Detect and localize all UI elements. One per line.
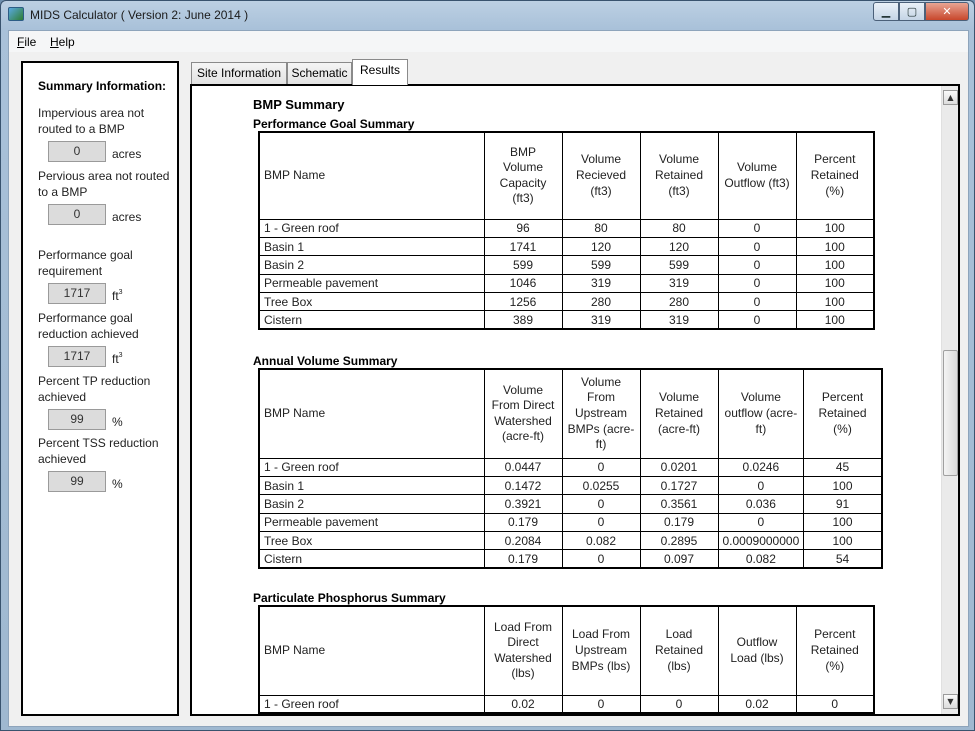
header-cell: Volume From Direct Watershed (acre-ft): [484, 369, 562, 458]
value-cell: 0.082: [718, 550, 804, 568]
bmp-name-cell: Cistern: [259, 311, 484, 329]
bmp-name-cell: 1 - Green roof: [259, 695, 484, 713]
value-cell: 100: [796, 293, 874, 311]
value-cell: 0.0255: [562, 476, 640, 494]
value-cell: 100: [796, 256, 874, 274]
table-row: [259, 513, 882, 531]
impervious-value: 0: [48, 141, 106, 162]
value-cell: 45: [804, 458, 882, 476]
value-cell: 100: [796, 219, 874, 237]
bmp-name-cell: Basin 2: [259, 256, 484, 274]
value-cell: 319: [640, 274, 718, 292]
window-title: MIDS Calculator ( Version 2: June 2014 ): [30, 8, 249, 22]
bmp-name-cell: Tree Box: [259, 532, 484, 550]
scroll-thumb[interactable]: [943, 350, 958, 476]
value-cell: 0: [562, 513, 640, 531]
value-cell: 100: [804, 532, 882, 550]
value-cell: 0.3561: [640, 495, 718, 513]
value-cell: 0: [718, 256, 796, 274]
value-cell: 280: [640, 293, 718, 311]
value-cell: 0: [718, 513, 804, 531]
table-row: [259, 219, 874, 237]
minimize-button[interactable]: ▁: [873, 2, 899, 21]
scroll-down-icon[interactable]: ▼: [943, 694, 958, 709]
perf-req-value: 1717: [48, 283, 106, 304]
value-cell: 1046: [484, 274, 562, 292]
header-cell: Load From Direct Watershed (lbs): [484, 606, 562, 695]
perf-req-unit: [112, 289, 123, 303]
value-cell: 54: [804, 550, 882, 568]
app-icon: [8, 7, 24, 21]
header-cell: BMP Volume Capacity (ft3): [484, 132, 562, 219]
value-cell: 80: [640, 219, 718, 237]
annual-volume-table: [258, 368, 883, 569]
table-row: [259, 550, 882, 568]
table-row: [259, 476, 882, 494]
bmp-name-cell: Basin 1: [259, 237, 484, 255]
perf-ach-unit-exp: 3: [118, 352, 123, 359]
impervious-label: Impervious area not routed to a BMP: [38, 106, 145, 136]
value-cell: 0: [796, 695, 874, 713]
bmp-name-cell: Basin 1: [259, 476, 484, 494]
value-cell: 0.02: [484, 695, 562, 713]
tp-label: Percent TP reduction achieved: [38, 374, 151, 404]
value-cell: 389: [484, 311, 562, 329]
menu-file[interactable]: [17, 35, 36, 49]
value-cell: 319: [640, 311, 718, 329]
header-cell: Percent Retained (%): [796, 606, 874, 695]
value-cell: 0.082: [562, 532, 640, 550]
summary-title: Summary Information:: [38, 79, 167, 93]
menu-file-label: ile: [24, 35, 37, 49]
value-cell: 1741: [484, 237, 562, 255]
bmp-name-cell: Tree Box: [259, 293, 484, 311]
scroll-up-icon[interactable]: ▲: [943, 90, 958, 105]
table-row: [259, 311, 874, 329]
perf-req-label: Performance goal requirement: [38, 248, 133, 278]
tss-label: Percent TSS reduction achieved: [38, 436, 159, 466]
value-cell: 0.1727: [640, 476, 718, 494]
header-cell: Outflow Load (lbs): [718, 606, 796, 695]
table-row: [259, 532, 882, 550]
table-header-row: [259, 132, 874, 219]
header-cell: Volume Recieved (ft3): [562, 132, 640, 219]
menu-file-accel: F: [17, 35, 25, 49]
pervious-label: Pervious area not routed to a BMP: [38, 169, 170, 199]
results-panel: [190, 84, 960, 716]
summary-panel: [21, 61, 179, 716]
value-cell: 120: [640, 237, 718, 255]
value-cell: 0: [718, 311, 796, 329]
phosphorus-title: Particulate Phosphorus Summary: [253, 591, 446, 605]
value-cell: 0.0246: [718, 458, 804, 476]
header-cell: Percent Retained (%): [804, 369, 882, 458]
title-bar[interactable]: [1, 1, 974, 29]
value-cell: 0: [562, 695, 640, 713]
table-header-row: [259, 606, 874, 695]
value-cell: 319: [562, 274, 640, 292]
value-cell: 0: [718, 293, 796, 311]
value-cell: 100: [796, 237, 874, 255]
header-cell: Volume Retained (acre-ft): [640, 369, 718, 458]
value-cell: 0.02: [718, 695, 796, 713]
value-cell: 0.0447: [484, 458, 562, 476]
tss-value: 99: [48, 471, 106, 492]
table-row: [259, 458, 882, 476]
bmp-name-cell: Permeable pavement: [259, 274, 484, 292]
value-cell: 599: [484, 256, 562, 274]
tp-unit: %: [112, 415, 123, 429]
bmp-name-cell: Cistern: [259, 550, 484, 568]
value-cell: 0: [562, 495, 640, 513]
table-row: [259, 293, 874, 311]
header-cell: Percent Retained (%): [796, 132, 874, 219]
value-cell: 0.179: [484, 550, 562, 568]
value-cell: 96: [484, 219, 562, 237]
bmp-name-cell: 1 - Green roof: [259, 458, 484, 476]
value-cell: 0.0201: [640, 458, 718, 476]
value-cell: 0: [718, 476, 804, 494]
value-cell: 0: [718, 219, 796, 237]
value-cell: 280: [562, 293, 640, 311]
value-cell: 100: [796, 311, 874, 329]
tp-value: 99: [48, 409, 106, 430]
value-cell: 0.036: [718, 495, 804, 513]
value-cell: 0: [718, 274, 796, 292]
table-row: [259, 695, 874, 713]
value-cell: 0.1472: [484, 476, 562, 494]
header-cell: BMP Name: [259, 369, 484, 458]
value-cell: 0.179: [484, 513, 562, 531]
annual-volume-title: Annual Volume Summary: [253, 354, 398, 368]
menu-help-accel: H: [50, 35, 59, 49]
header-cell: Volume From Upstream BMPs (acre-ft): [562, 369, 640, 458]
tab-results[interactable]: Results: [352, 59, 408, 85]
client-area: [8, 30, 969, 727]
tab-schematic[interactable]: Schematic: [287, 62, 352, 84]
perf-req-unit-ft: ft: [112, 289, 119, 303]
value-cell: 0.0009000000: [718, 532, 804, 550]
header-cell: BMP Name: [259, 132, 484, 219]
vertical-scrollbar[interactable]: [941, 86, 958, 714]
perf-ach-label: Performance goal reduction achieved: [38, 311, 139, 341]
menu-help[interactable]: [50, 35, 75, 49]
perf-ach-value: 1717: [48, 346, 106, 367]
table-row: [259, 274, 874, 292]
value-cell: 0.097: [640, 550, 718, 568]
perf-ach-unit: [112, 352, 123, 366]
pervious-value: 0: [48, 204, 106, 225]
table-row: [259, 237, 874, 255]
value-cell: 100: [804, 476, 882, 494]
maximize-button[interactable]: ▢: [899, 2, 925, 21]
bmp-name-cell: 1 - Green roof: [259, 219, 484, 237]
table-header-row: [259, 369, 882, 458]
header-cell: Volume Outflow (ft3): [718, 132, 796, 219]
bmp-summary-heading: BMP Summary: [253, 97, 345, 112]
impervious-unit: acres: [112, 147, 142, 161]
value-cell: 0: [640, 695, 718, 713]
value-cell: 0.3921: [484, 495, 562, 513]
performance-goal-table: [258, 131, 875, 330]
header-cell: Load From Upstream BMPs (lbs): [562, 606, 640, 695]
bmp-name-cell: Basin 2: [259, 495, 484, 513]
value-cell: 91: [804, 495, 882, 513]
perf-ach-unit-ft: ft: [112, 352, 119, 366]
value-cell: 100: [804, 513, 882, 531]
value-cell: 0.2895: [640, 532, 718, 550]
tss-unit: %: [112, 477, 123, 491]
value-cell: 100: [796, 274, 874, 292]
value-cell: 0: [562, 550, 640, 568]
value-cell: 0: [718, 237, 796, 255]
bmp-name-cell: Permeable pavement: [259, 513, 484, 531]
header-cell: Load Retained (lbs): [640, 606, 718, 695]
menu-bar: [9, 31, 968, 52]
tab-site-information[interactable]: Site Information: [191, 62, 287, 84]
close-button[interactable]: ✕: [925, 2, 969, 21]
table-row: [259, 495, 882, 513]
perf-req-unit-exp: 3: [118, 289, 123, 296]
value-cell: 0.2084: [484, 532, 562, 550]
pervious-unit: acres: [112, 210, 142, 224]
value-cell: 1256: [484, 293, 562, 311]
value-cell: 599: [640, 256, 718, 274]
header-cell: Volume outflow (acre-ft): [718, 369, 804, 458]
value-cell: 319: [562, 311, 640, 329]
value-cell: 80: [562, 219, 640, 237]
header-cell: BMP Name: [259, 606, 484, 695]
value-cell: 599: [562, 256, 640, 274]
value-cell: 0.179: [640, 513, 718, 531]
menu-help-label: elp: [58, 35, 75, 49]
phosphorus-table: [258, 605, 875, 714]
value-cell: 120: [562, 237, 640, 255]
performance-goal-title: Performance Goal Summary: [253, 117, 415, 131]
table-row: [259, 256, 874, 274]
header-cell: Volume Retained (ft3): [640, 132, 718, 219]
value-cell: 0: [562, 458, 640, 476]
